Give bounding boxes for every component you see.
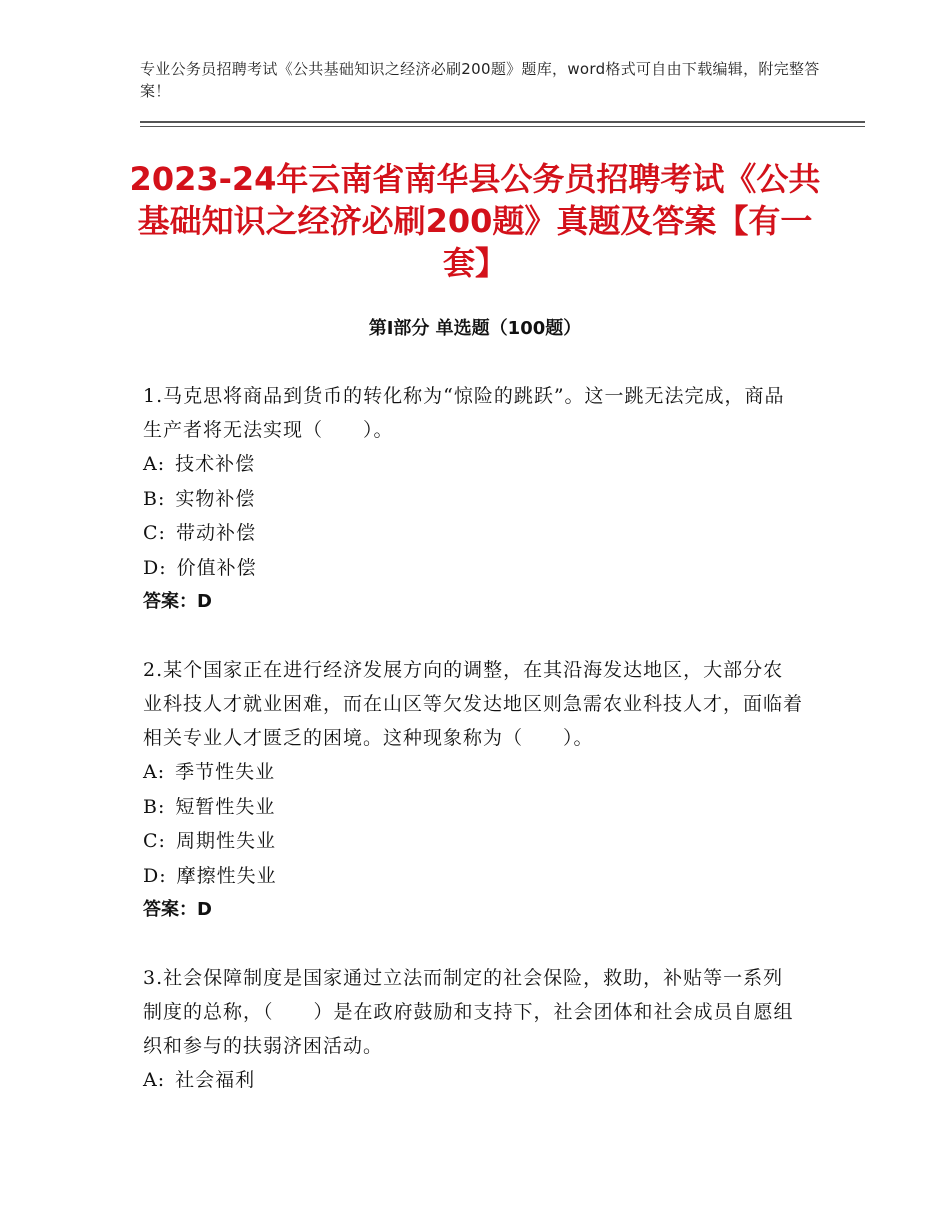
question-stem: 1.马克思将商品到货币的转化称为“惊险的跳跃”。这一跳无法完成，商品生产者将无法实现（ ）。: [143, 385, 785, 441]
option-letter: B:: [143, 487, 166, 510]
header-divider-thin: [140, 126, 865, 127]
answer-line: 答案：D: [143, 899, 212, 920]
option-text: 技术补偿: [175, 453, 256, 475]
header-divider-thick: [140, 121, 865, 123]
option-c: [143, 824, 803, 859]
option-b: [143, 790, 803, 825]
section-heading: 第Ⅰ部分 单选题（100题）: [368, 318, 582, 339]
option-d: [143, 551, 803, 586]
option-text: 带动补偿: [175, 522, 256, 544]
option-text: 价值补偿: [176, 556, 257, 579]
question-list: [143, 379, 803, 1132]
option-letter: D:: [143, 864, 167, 887]
question-stem: 2.某个国家正在进行经济发展方向的调整，在其沿海发达地区，大部分农业科技人才就业困难，而在山区等欠发达地区则急需农业科技人才，面临着相关专业人才匮乏的困境。这种现象称为（ ）。: [143, 659, 804, 749]
option-letter: D:: [143, 556, 167, 579]
option-c: [143, 516, 803, 551]
option-letter: C:: [143, 522, 166, 544]
option-text: 短暂性失业: [175, 795, 276, 818]
option-letter: C:: [143, 830, 166, 852]
option-text: 社会福利: [175, 1069, 256, 1091]
header-note: 专业公务员招聘考试《公共基础知识之经济必刷200题》题库，word格式可自由下载编辑，附完整答案！: [140, 60, 820, 100]
document-title: 2023-24年云南省南华县公务员招聘考试《公共基础知识之经济必刷200题》真题及答案【有一套】: [129, 160, 821, 282]
option-letter: A:: [143, 761, 166, 783]
option-a: [143, 447, 803, 482]
question-3: [143, 961, 803, 1098]
option-a: [143, 1063, 803, 1098]
option-text: 摩擦性失业: [176, 864, 277, 887]
option-text: 季节性失业: [175, 761, 276, 783]
question-1: [143, 379, 803, 619]
option-letter: B:: [143, 795, 166, 818]
answer-line: 答案：D: [143, 591, 212, 612]
option-a: [143, 755, 803, 790]
option-letter: A:: [143, 453, 166, 475]
option-letter: A:: [143, 1069, 166, 1091]
option-b: [143, 482, 803, 517]
option-text: 实物补偿: [175, 487, 256, 510]
option-d: [143, 859, 803, 894]
question-2: [143, 653, 803, 927]
option-text: 周期性失业: [175, 830, 276, 852]
question-stem: 3.社会保障制度是国家通过立法而制定的社会保险，救助，补贴等一系列制度的总称，（ ）是在政府鼓励和支持下，社会团体和社会成员自愿组织和参与的扶弱济困活动。: [143, 967, 794, 1057]
